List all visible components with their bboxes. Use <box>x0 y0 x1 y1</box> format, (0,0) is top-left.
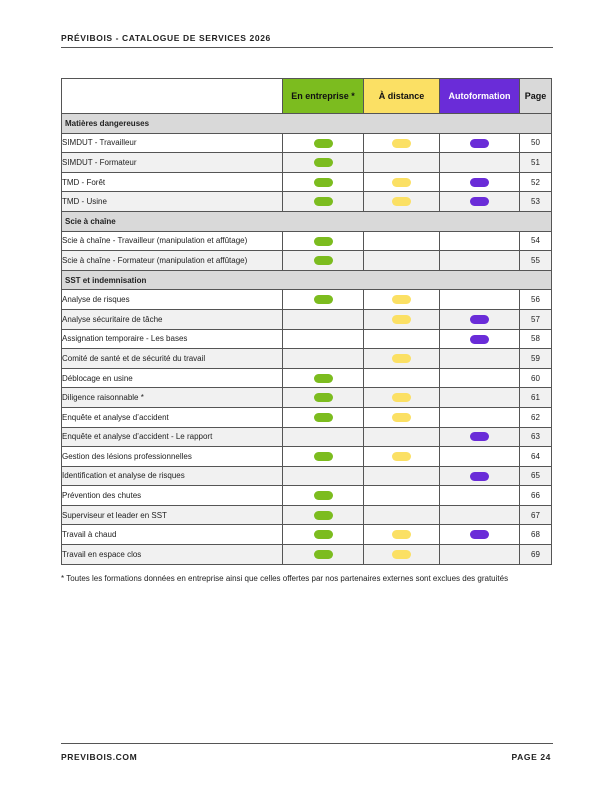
page-number-cell: 55 <box>520 251 552 271</box>
page-number-cell: 66 <box>520 486 552 506</box>
availability-cell-distance <box>364 545 440 565</box>
footer-page-number: PAGE 24 <box>511 752 551 762</box>
purple-pill-icon <box>470 530 489 539</box>
availability-cell-autoformation <box>440 309 520 329</box>
green-pill-icon <box>314 530 333 539</box>
page-number-cell: 65 <box>520 466 552 486</box>
availability-cell-entreprise <box>283 153 364 173</box>
availability-cell-autoformation <box>440 407 520 427</box>
table-header-row <box>62 79 552 114</box>
availability-cell-autoformation <box>440 427 520 447</box>
table-row <box>62 388 552 408</box>
table-row <box>62 505 552 525</box>
page-number-cell: 54 <box>520 231 552 251</box>
table-row <box>62 486 552 506</box>
page-number-cell: 63 <box>520 427 552 447</box>
availability-cell-entreprise <box>283 251 364 271</box>
course-name: Enquête et analyse d’accident - Le rapport <box>62 427 283 447</box>
course-name: Prévention des chutes <box>62 486 283 506</box>
table-row <box>62 290 552 310</box>
table-row <box>62 133 552 153</box>
availability-cell-entreprise <box>283 192 364 212</box>
availability-cell-entreprise <box>283 427 364 447</box>
availability-cell-distance <box>364 349 440 369</box>
table-row <box>62 427 552 447</box>
availability-cell-distance <box>364 192 440 212</box>
green-pill-icon <box>314 374 333 383</box>
course-name: Déblocage en usine <box>62 368 283 388</box>
purple-pill-icon <box>470 178 489 187</box>
availability-cell-entreprise <box>283 133 364 153</box>
course-name: Analyse de risques <box>62 290 283 310</box>
availability-cell-entreprise <box>283 172 364 192</box>
availability-cell-autoformation <box>440 368 520 388</box>
green-pill-icon <box>314 393 333 402</box>
availability-cell-distance <box>364 427 440 447</box>
table-row <box>62 153 552 173</box>
column-header-distance: À distance <box>364 79 440 114</box>
column-header-page: Page <box>520 79 552 114</box>
yellow-pill-icon <box>392 315 411 324</box>
table-body <box>62 114 552 565</box>
page-number-cell: 53 <box>520 192 552 212</box>
page-number-cell: 64 <box>520 447 552 467</box>
page-number-cell: 56 <box>520 290 552 310</box>
availability-cell-autoformation <box>440 505 520 525</box>
availability-cell-autoformation <box>440 133 520 153</box>
yellow-pill-icon <box>392 550 411 559</box>
course-name: Superviseur et leader en SST <box>62 505 283 525</box>
availability-cell-distance <box>364 290 440 310</box>
page-number-cell: 51 <box>520 153 552 173</box>
course-name: Analyse sécuritaire de tâche <box>62 309 283 329</box>
column-header-autoformation: Autoformation <box>440 79 520 114</box>
green-pill-icon <box>314 139 333 148</box>
page-number-cell: 68 <box>520 525 552 545</box>
yellow-pill-icon <box>392 178 411 187</box>
course-name: Comité de santé et de sécurité du travail <box>62 349 283 369</box>
availability-cell-distance <box>364 466 440 486</box>
course-name: Identification et analyse de risques <box>62 466 283 486</box>
table-row <box>62 192 552 212</box>
availability-cell-distance <box>364 329 440 349</box>
availability-cell-entreprise <box>283 309 364 329</box>
availability-cell-entreprise <box>283 525 364 545</box>
course-name: SIMDUT - Formateur <box>62 153 283 173</box>
green-pill-icon <box>314 413 333 422</box>
yellow-pill-icon <box>392 393 411 402</box>
availability-cell-distance <box>364 407 440 427</box>
availability-cell-distance <box>364 172 440 192</box>
course-name: Diligence raisonnable * <box>62 388 283 408</box>
availability-cell-autoformation <box>440 172 520 192</box>
yellow-pill-icon <box>392 354 411 363</box>
availability-cell-autoformation <box>440 329 520 349</box>
course-name: TMD - Usine <box>62 192 283 212</box>
purple-pill-icon <box>470 315 489 324</box>
header-divider <box>61 47 553 48</box>
table-row <box>62 172 552 192</box>
section-title: SST et indemnisation <box>62 270 552 290</box>
table-row <box>62 231 552 251</box>
course-name: Travail en espace clos <box>62 545 283 565</box>
availability-cell-autoformation <box>440 290 520 310</box>
purple-pill-icon <box>470 197 489 206</box>
green-pill-icon <box>314 491 333 500</box>
document-header-title: PRÉVIBOIS - CATALOGUE DE SERVICES 2026 <box>61 33 271 43</box>
green-pill-icon <box>314 550 333 559</box>
section-title: Matières dangereuses <box>62 114 552 134</box>
yellow-pill-icon <box>392 413 411 422</box>
green-pill-icon <box>314 452 333 461</box>
page-number-cell: 50 <box>520 133 552 153</box>
services-table <box>61 78 552 565</box>
header-blank-cell <box>62 79 283 114</box>
availability-cell-distance <box>364 133 440 153</box>
table-row <box>62 525 552 545</box>
availability-cell-entreprise <box>283 231 364 251</box>
availability-cell-autoformation <box>440 192 520 212</box>
purple-pill-icon <box>470 335 489 344</box>
green-pill-icon <box>314 197 333 206</box>
course-name: Gestion des lésions professionnelles <box>62 447 283 467</box>
table-row <box>62 466 552 486</box>
green-pill-icon <box>314 256 333 265</box>
availability-cell-autoformation <box>440 486 520 506</box>
page-number-cell: 61 <box>520 388 552 408</box>
page-number-cell: 58 <box>520 329 552 349</box>
availability-cell-distance <box>364 251 440 271</box>
column-header-entreprise: En entreprise * <box>283 79 364 114</box>
yellow-pill-icon <box>392 295 411 304</box>
availability-cell-autoformation <box>440 388 520 408</box>
availability-cell-distance <box>364 525 440 545</box>
availability-cell-entreprise <box>283 349 364 369</box>
footnote: * Toutes les formations données en entreprise ainsi que celles offertes par nos partenaires externes sont exclues des gratuités <box>61 574 509 583</box>
availability-cell-distance <box>364 309 440 329</box>
page-number-cell: 67 <box>520 505 552 525</box>
course-name: TMD - Forêt <box>62 172 283 192</box>
availability-cell-entreprise <box>283 486 364 506</box>
section-header-row <box>62 114 552 134</box>
table-row <box>62 447 552 467</box>
availability-cell-entreprise <box>283 505 364 525</box>
availability-cell-distance <box>364 231 440 251</box>
availability-cell-autoformation <box>440 545 520 565</box>
table-row <box>62 407 552 427</box>
green-pill-icon <box>314 511 333 520</box>
green-pill-icon <box>314 295 333 304</box>
course-name: Travail à chaud <box>62 525 283 545</box>
availability-cell-entreprise <box>283 368 364 388</box>
availability-cell-distance <box>364 447 440 467</box>
yellow-pill-icon <box>392 197 411 206</box>
availability-cell-autoformation <box>440 466 520 486</box>
table-row <box>62 309 552 329</box>
availability-cell-distance <box>364 388 440 408</box>
yellow-pill-icon <box>392 139 411 148</box>
page-number-cell: 69 <box>520 545 552 565</box>
page-number-cell: 57 <box>520 309 552 329</box>
course-name: Scie à chaîne - Travailleur (manipulation et affûtage) <box>62 231 283 251</box>
availability-cell-distance <box>364 486 440 506</box>
purple-pill-icon <box>470 432 489 441</box>
availability-cell-autoformation <box>440 447 520 467</box>
availability-cell-entreprise <box>283 466 364 486</box>
table-row <box>62 368 552 388</box>
availability-cell-entreprise <box>283 388 364 408</box>
availability-cell-distance <box>364 368 440 388</box>
table-row <box>62 251 552 271</box>
availability-cell-autoformation <box>440 153 520 173</box>
yellow-pill-icon <box>392 452 411 461</box>
course-name: Enquête et analyse d’accident <box>62 407 283 427</box>
availability-cell-autoformation <box>440 251 520 271</box>
yellow-pill-icon <box>392 530 411 539</box>
green-pill-icon <box>314 178 333 187</box>
availability-cell-entreprise <box>283 290 364 310</box>
green-pill-icon <box>314 158 333 167</box>
course-name: Scie à chaîne - Formateur (manipulation et affûtage) <box>62 251 283 271</box>
table-row <box>62 545 552 565</box>
table-row <box>62 349 552 369</box>
page-number-cell: 59 <box>520 349 552 369</box>
table-row <box>62 329 552 349</box>
section-title: Scie à chaîne <box>62 211 552 231</box>
availability-cell-autoformation <box>440 525 520 545</box>
green-pill-icon <box>314 237 333 246</box>
footer-divider <box>61 743 553 744</box>
course-name: SIMDUT - Travailleur <box>62 133 283 153</box>
page-number-cell: 62 <box>520 407 552 427</box>
footer-website: PREVIBOIS.COM <box>61 752 138 762</box>
section-header-row <box>62 270 552 290</box>
purple-pill-icon <box>470 139 489 148</box>
availability-cell-entreprise <box>283 545 364 565</box>
availability-cell-autoformation <box>440 349 520 369</box>
availability-cell-entreprise <box>283 407 364 427</box>
availability-cell-distance <box>364 153 440 173</box>
course-name: Assignation temporaire - Les bases <box>62 329 283 349</box>
availability-cell-entreprise <box>283 447 364 467</box>
page-number-cell: 52 <box>520 172 552 192</box>
availability-cell-distance <box>364 505 440 525</box>
section-header-row <box>62 211 552 231</box>
availability-cell-entreprise <box>283 329 364 349</box>
purple-pill-icon <box>470 472 489 481</box>
page-number-cell: 60 <box>520 368 552 388</box>
availability-cell-autoformation <box>440 231 520 251</box>
